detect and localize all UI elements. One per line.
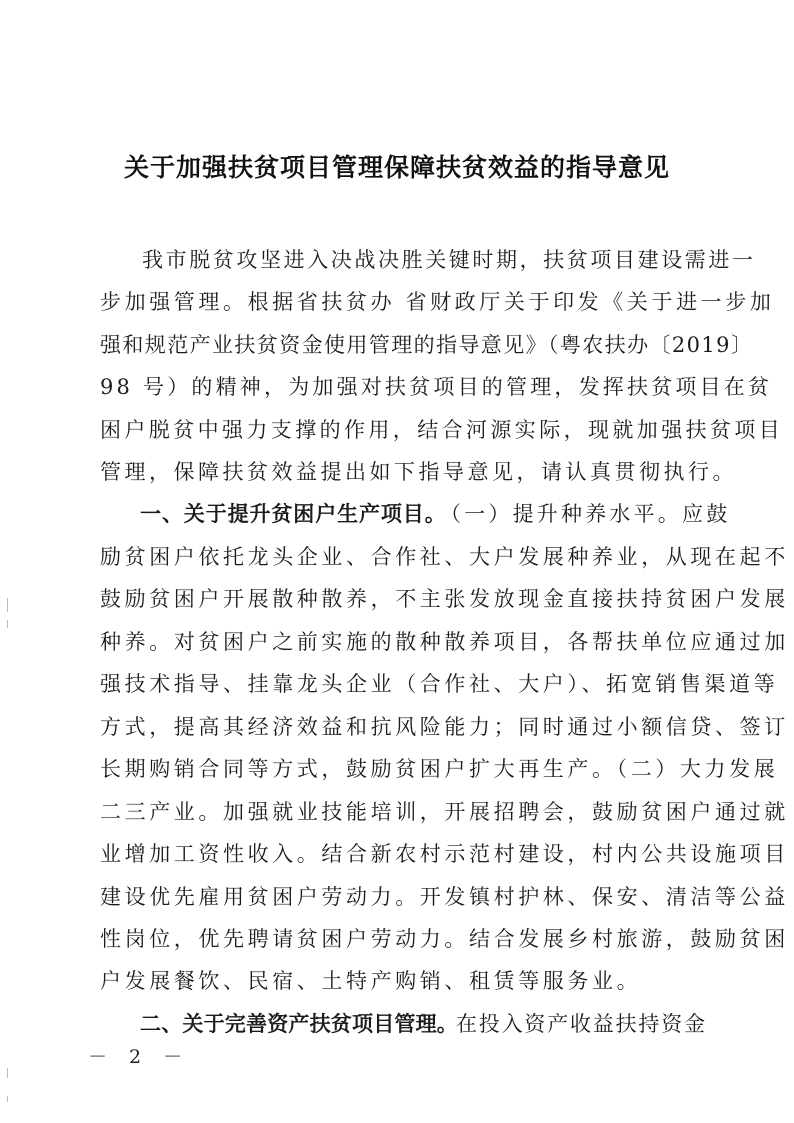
- scan-artifact: [7, 598, 8, 612]
- line-text: 98 号）的精神，为加强对扶贫项目的管理，发挥扶贫项目在贫: [100, 375, 773, 399]
- document-title: 关于加强扶贫项目管理保障扶贫效益的指导意见: [123, 153, 670, 182]
- line-text: 强技术指导、挂靠龙头企业（合作社、大户）、拓宽销售渠道等: [100, 672, 779, 696]
- line-text: 步加强管理。根据省扶贫办 省财政厅关于印发《关于进一步加: [100, 290, 775, 314]
- line-text: 困户脱贫中强力支撑的作用，结合河源实际，现就加强扶贫项目: [100, 418, 784, 442]
- line-text: 强和规范产业扶贫资金使用管理的指导意见》（粤农扶办〔2019〕: [100, 333, 754, 357]
- section-heading: 二、关于完善资产扶贫项目管理。: [140, 1012, 458, 1036]
- line-text: 鼓励贫困户开展散种散养，不主张发放现金直接扶持贫困户发展: [100, 587, 789, 611]
- line-text: 管理，保障扶贫效益提出如下指导意见，请认真贯彻执行。: [100, 460, 737, 484]
- line-text: 户发展餐饮、民宿、土特产购销、租赁等服务业。: [100, 969, 642, 993]
- section-heading-rest: （一）提升种养水平。应鼓: [440, 502, 731, 526]
- page-number: － 2 －: [88, 1046, 191, 1068]
- line-text: 建设优先雇用贫困户劳动力。开发镇村护林、保安、清洁等公益: [100, 885, 789, 909]
- line-text: 励贫困户依托龙头企业、合作社、大户发展种养业，从现在起不: [100, 545, 789, 569]
- scan-artifact: [7, 1096, 8, 1102]
- section-heading: 一、关于提升贫困户生产项目。: [140, 502, 447, 526]
- scan-artifact: [7, 1068, 8, 1078]
- line-text: 二三产业。加强就业技能培训，开展招聘会，鼓励贫困户通过就: [100, 800, 789, 824]
- line-text: 我市脱贫攻坚进入决战决胜关键时期，扶贫项目建设需进一: [142, 248, 756, 272]
- line-text: 种养。对贫困户之前实施的散种散养项目，各帮扶单位应通过加: [100, 630, 789, 654]
- line-text: 长期购销合同等方式，鼓励贫困户扩大再生产。（二）大力发展: [100, 757, 779, 781]
- line-text: 方式，提高其经济效益和抗风险能力；同时通过小额信贷、签订: [100, 715, 789, 739]
- line-text: 性岗位，优先聘请贫困户劳动力。结合发展乡村旅游，鼓励贫困: [100, 927, 789, 951]
- line-text: 业增加工资性收入。结合新农村示范村建设，村内公共设施项目: [100, 842, 789, 866]
- scan-artifact: [7, 620, 8, 628]
- section-heading-rest: 在投入资产收益扶持资金: [456, 1012, 707, 1036]
